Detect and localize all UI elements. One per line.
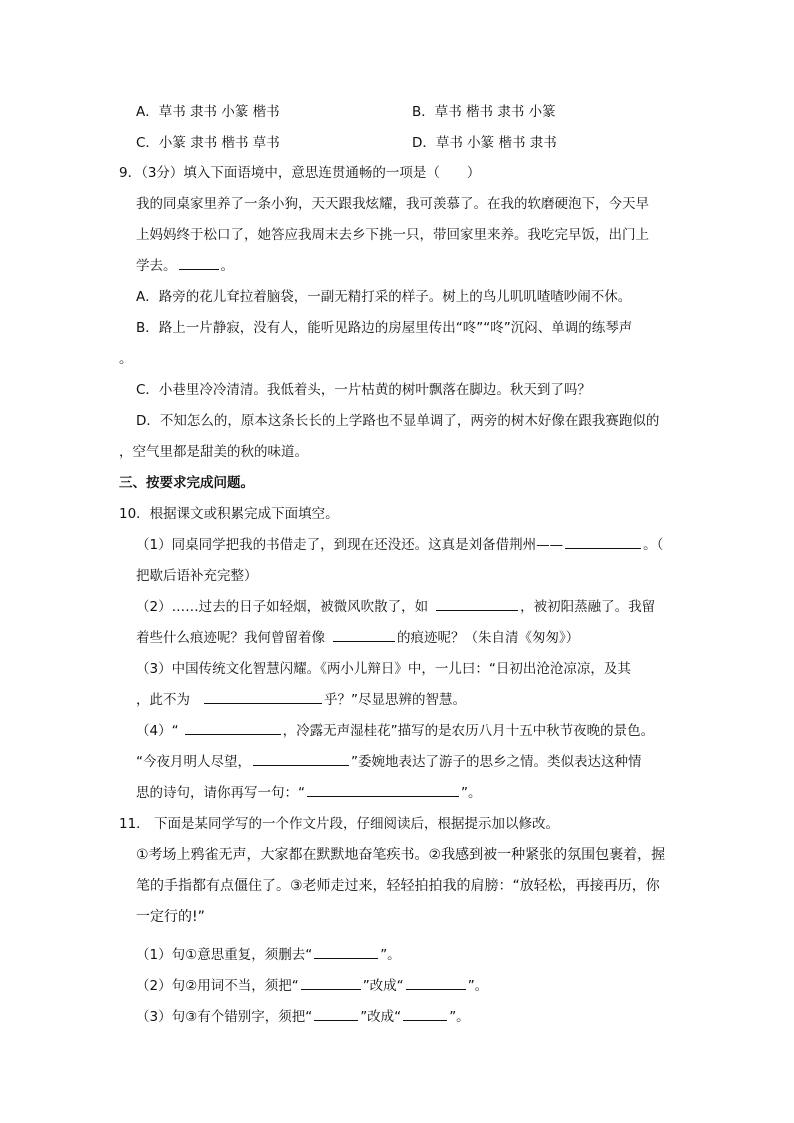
q9-option-b-cont: 。 <box>119 351 133 367</box>
q9-option-d: D．不知怎么的，原本这条长长的上学路也不显单调了，两旁的树木好像在跟我赛跑似的 <box>136 413 660 429</box>
q10-part2-blank-2[interactable] <box>333 628 395 642</box>
q11-stem: 11． 下面是某同学写的一个作文片段，仔细阅读后，根据提示加以修改。 <box>119 816 559 832</box>
q10-part1-end: 。（ <box>643 537 664 553</box>
q11-sub1-blank[interactable] <box>314 945 378 959</box>
q11-passage-line: 一定行的!” <box>136 909 205 925</box>
q10-part4-text-5: 思的诗句，请你再写一句：“ <box>136 785 305 801</box>
q9-option-a: A．路旁的花儿耷拉着脑袋，一副无精打采的样子。树上的鸟儿叽叽喳喳吵闹不休。 <box>136 289 632 305</box>
q10-part4-cont-2 <box>136 783 482 803</box>
q10-part4-blank-3[interactable] <box>307 783 459 797</box>
q10-part4 <box>136 721 654 741</box>
q8-option-c: C．小篆 隶书 楷书 草书 <box>136 135 280 151</box>
q8-option-d: D．草书 小篆 楷书 隶书 <box>412 135 557 151</box>
q10-part2-text-2: ，被初阳蒸融了。我留 <box>520 599 656 615</box>
q11-sub3-end: ”。 <box>449 1009 470 1025</box>
q10-part4-text: （4）“ <box>136 723 179 739</box>
q9-option-c: C．小巷里冷冷清清。我低着头，一片枯黄的树叶飘落在脚边。秋天到了吗？ <box>136 382 591 398</box>
q10-part4-text-2: ，冷露无声湿桂花”描写的是农历八月十五中秋节夜晚的景色。 <box>282 723 655 739</box>
q9-passage-end: 。 <box>220 258 234 274</box>
q9-passage-line <box>136 256 234 276</box>
q10-part2-cont <box>136 628 579 648</box>
q10-part4-end: ”。 <box>461 785 482 801</box>
q9-passage-text: 学去。 <box>136 258 177 274</box>
q10-part1-blank[interactable] <box>565 535 641 549</box>
q8-option-a: A．草书 隶书 小篆 楷书 <box>136 104 280 120</box>
q10-part4-text-3: “今夜月明人尽望， <box>136 754 251 770</box>
q9-option-b: B．路上一片静寂，没有人，能听见路边的房屋里传出“咚”“咚”沉闷、单调的练琴声 <box>136 320 633 336</box>
q11-sub2-end: ”。 <box>467 978 489 994</box>
q11-sub2-blank-2[interactable] <box>406 976 466 990</box>
q10-part3-text: ，此不为 <box>136 692 190 708</box>
q10-part1-text: （1）同桌同学把我的书借走了，到现在还没还。这真是刘备借荆州—— <box>136 537 564 553</box>
q8-option-b: B．草书 楷书 隶书 小篆 <box>412 104 556 120</box>
q11-sub2 <box>136 976 488 996</box>
q10-part3-end: 乎？”尽显思辨的智慧。 <box>324 692 466 708</box>
q11-sub2-blank-1[interactable] <box>301 976 361 990</box>
q10-part2-text: （2）……过去的日子如轻烟，被微风吹散了，如 <box>136 599 429 615</box>
q9-passage-line: 上妈妈终于松口了，她答应我周末去乡下挑一只，带回家里来养。我吃完早饭，出门上 <box>136 227 649 243</box>
q11-passage-line: ①考场上鸦雀无声，大家都在默默地奋笔疾书。②我感到被一种紧张的氛围包裹着，握 <box>136 847 666 863</box>
q10-part2 <box>136 597 655 617</box>
q10-part1-cont: 把歇后语补充完整） <box>136 568 258 584</box>
q10-stem: 10．根据课文或积累完成下面填空。 <box>119 506 339 522</box>
q11-sub2-text: （2）句②用词不当，须把“ <box>136 978 299 994</box>
q10-part4-blank-1[interactable] <box>185 721 281 735</box>
q10-part4-text-4: ”委婉地表达了游子的思乡之情。类似表达这种情 <box>351 754 642 770</box>
q11-sub3-text: （3）句③有个错别字，须把“ <box>136 1009 313 1025</box>
q9-option-d-cont: ，空气里都是甜美的秋的味道。 <box>119 444 308 460</box>
q10-part3-cont <box>136 690 466 710</box>
q11-sub1 <box>136 945 401 965</box>
q10-part4-blank-2[interactable] <box>253 752 349 766</box>
q9-passage-line: 我的同桌家里养了一条小狗，天天跟我炫耀，我可羡慕了。在我的软磨硬泡下，今天早 <box>136 196 649 212</box>
q11-sub2-text-2: ”改成“ <box>362 978 404 994</box>
q9-stem: 9．（3分）填入下面语境中，意思连贯通畅的一项是（ ） <box>119 165 481 181</box>
q11-sub3-blank-1[interactable] <box>314 1007 358 1021</box>
q10-part3-blank[interactable] <box>204 690 322 704</box>
q11-sub3-text-2: ”改成“ <box>360 1009 402 1025</box>
q10-part2-text-3: 着些什么痕迹呢？我何曾留着像 <box>136 630 325 646</box>
q10-part1 <box>136 535 663 555</box>
q11-sub1-end: ”。 <box>380 947 401 963</box>
q10-part4-cont <box>136 752 642 772</box>
q11-sub3-blank-2[interactable] <box>403 1007 447 1021</box>
q10-part2-blank-1[interactable] <box>436 597 518 611</box>
section-heading: 三、按要求完成问题。 <box>119 475 254 491</box>
q10-part2-text-4: 的痕迹呢？（朱自清《匆匆》） <box>397 630 580 646</box>
q10-part3: （3）中国传统文化智慧闪耀。《两小儿辩日》中，一儿曰：“日初出沧沧凉凉，及其 <box>136 661 631 677</box>
q9-answer-blank[interactable] <box>179 256 219 270</box>
q11-sub1-text: （1）句①意思重复，须删去“ <box>136 947 313 963</box>
q11-passage-line: 笔的手指都有点僵住了。③老师走过来，轻轻拍拍我的肩膀：“放轻松，再接再历，你 <box>136 878 660 894</box>
q11-sub3 <box>136 1007 470 1027</box>
